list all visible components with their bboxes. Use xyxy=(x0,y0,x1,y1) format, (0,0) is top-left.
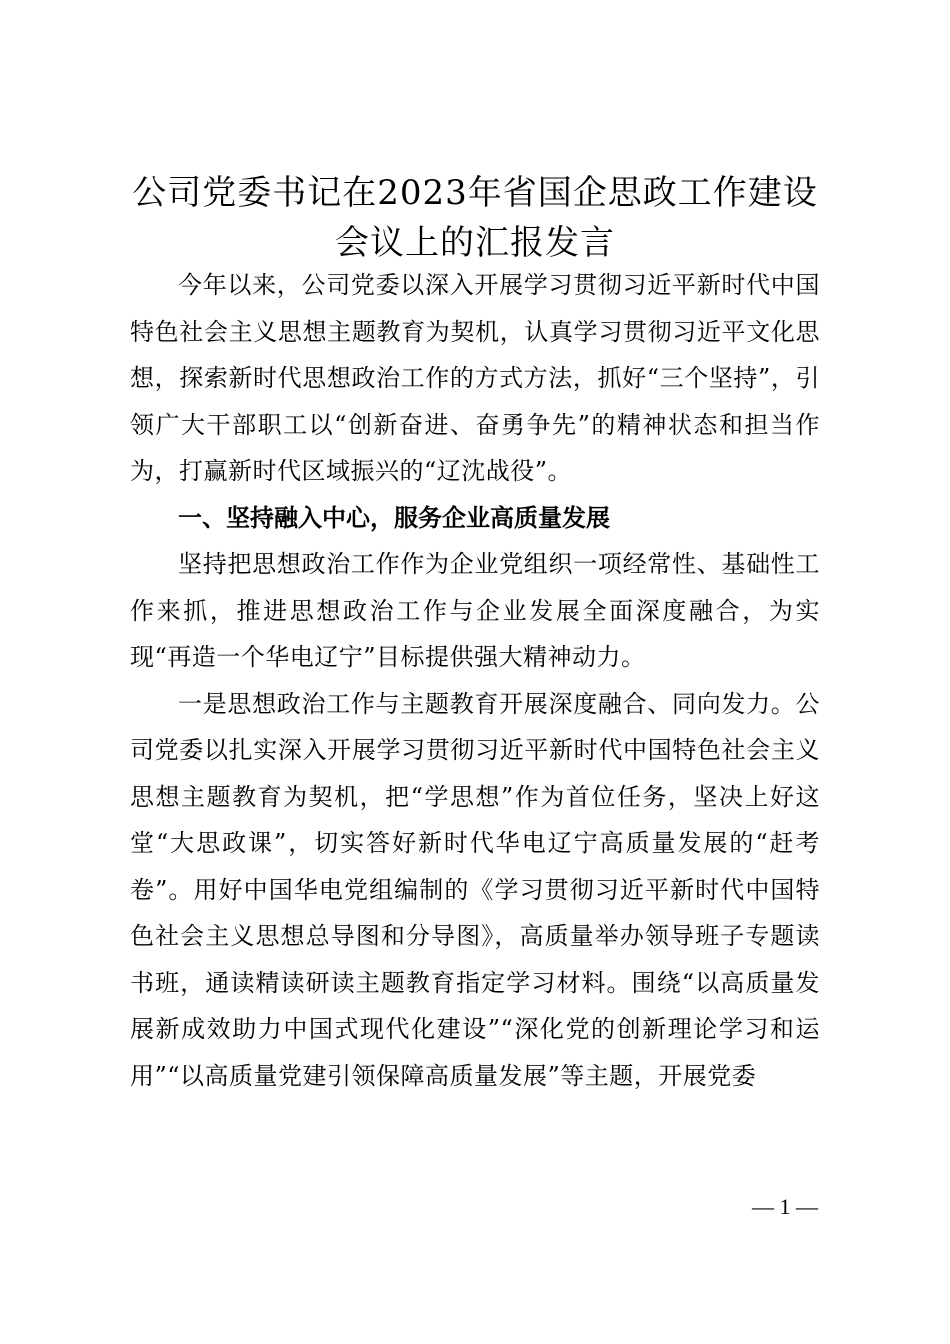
title-line-1: 公司党委书记在2023年省国企思政工作建设 xyxy=(132,173,818,213)
page-number: — 1 — xyxy=(752,1194,818,1219)
section-heading: 一、坚持融入中心，服务企业高质量发展 xyxy=(178,503,610,532)
document-body xyxy=(130,262,820,1099)
section-paragraph: 坚持把思想政治工作作为企业党组织一项经常性、基础性工作来抓，推进思想政治工作与企业发展全面深度融合，为实现“再造一个华电辽宁”目标提供强大精神动力。 xyxy=(130,550,820,671)
point-one-paragraph: 一是思想政治工作与主题教育开展深度融合、同向发力。公司党委以扎实深入开展学习贯彻习近平新时代中国特色社会主义思想主题教育为契机，把“学思想”作为首位任务，坚决上好这堂“大思政课”，切实答好新时代华电辽宁高质量发展的“赶考卷”。用好中国华电党组编制的《学习贯彻习近平新时代中国特色社会主义思想总导图和分导图》，高质量举办领导班子专题读书班，通读精读研读主题教育指定学习材料。围绕“以高质量发展新成效助力中国式现代化建设”“深化党的创新理论学习和运用”“以高质量党建引领保障高质量发展”等主题，开展党委 xyxy=(130,689,820,1090)
title-line-2: 会议上的汇报发言 xyxy=(335,223,615,263)
intro-paragraph: 今年以来，公司党委以深入开展学习贯彻习近平新时代中国特色社会主义思想主题教育为契机，认真学习贯彻习近平文化思想，探索新时代思想政治工作的方式方法，抓好“三个坚持”，引领广大干部职工以“创新奋进、奋勇争先”的精神状态和担当作为，打赢新时代区域振兴的“辽沈战役”。 xyxy=(130,271,820,485)
document-title xyxy=(130,168,820,268)
